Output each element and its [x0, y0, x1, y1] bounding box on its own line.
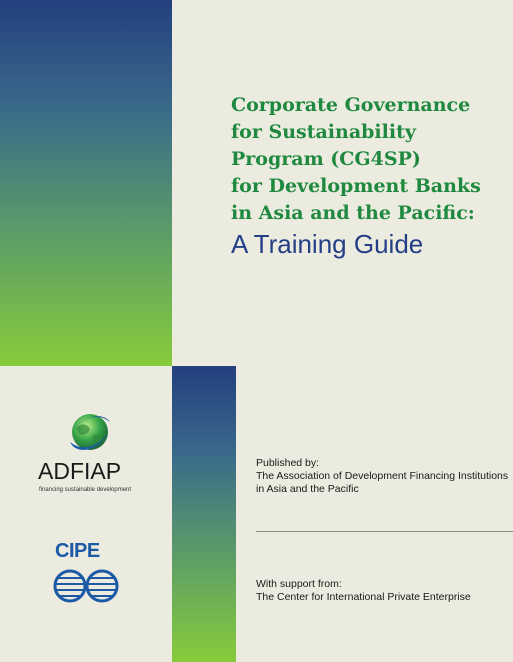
title-line: for Development Banks: [231, 175, 481, 197]
title-line: Corporate Governance: [231, 94, 471, 116]
title-line: Program (CG4SP): [231, 148, 421, 170]
gradient-band-top-left: [0, 0, 172, 366]
support-label: With support from:: [256, 578, 342, 590]
divider: [256, 531, 513, 532]
gradient-band-bottom-center: [172, 366, 236, 662]
publisher-line: in Asia and the Pacific: [256, 483, 359, 495]
title-line: in Asia and the Pacific:: [231, 202, 475, 224]
supporter-name: The Center for International Private Enterprise: [256, 591, 471, 603]
title-line: for Sustainability: [231, 121, 416, 143]
globe-icon: [66, 408, 114, 456]
cipe-wordmark: CIPE: [55, 540, 100, 562]
publisher-info: [256, 457, 508, 496]
cipe-emblem-icon: [52, 566, 120, 606]
adfiap-logo: [38, 408, 148, 498]
adfiap-tagline: financing sustainable development: [39, 487, 132, 493]
title-block: [231, 92, 511, 261]
adfiap-wordmark: ADFIAP: [38, 458, 122, 484]
publisher-line: The Association of Development Financing Institutions: [256, 470, 509, 482]
cipe-logo: [52, 540, 120, 606]
published-label: Published by:: [256, 457, 320, 469]
subtitle: A Training Guide: [231, 229, 424, 259]
support-info: [256, 578, 471, 604]
